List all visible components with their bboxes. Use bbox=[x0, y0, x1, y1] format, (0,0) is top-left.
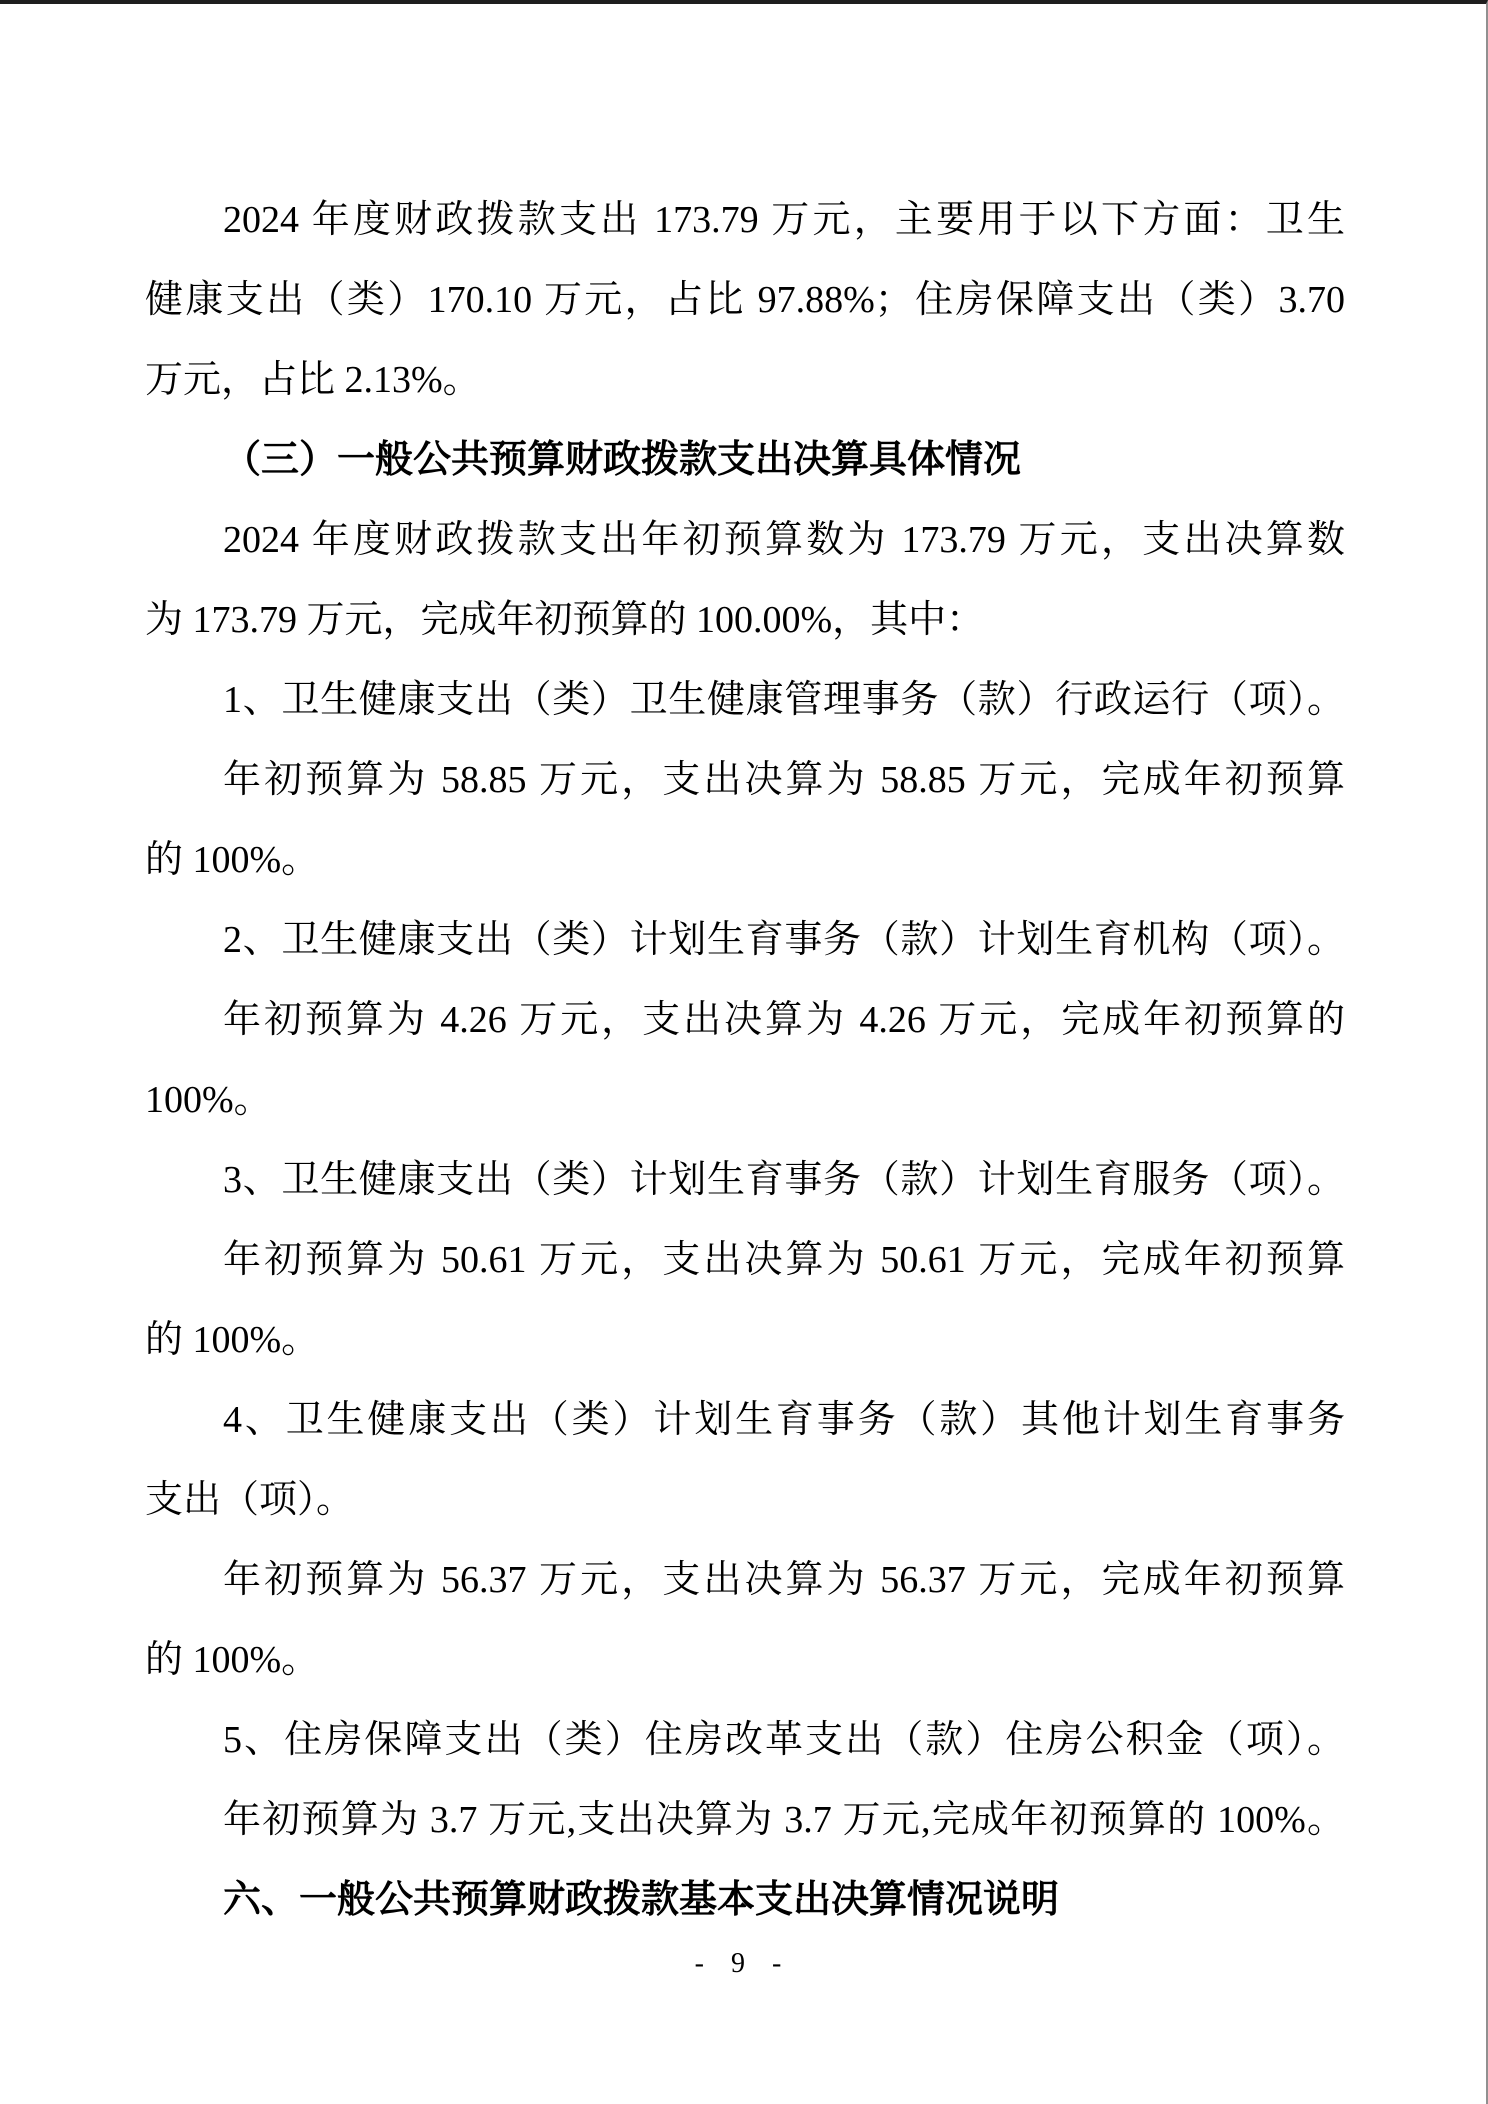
text-line: 的 100%。 bbox=[145, 839, 320, 881]
text-line: 1、卫生健康支出（类）卫生健康管理事务（款）行政运行（项）。 bbox=[223, 679, 1345, 721]
text-line: 年初预算为 58.85 万元，支出决算为 58.85 万元，完成年初预算 bbox=[223, 759, 1345, 801]
subsection-heading: （三）一般公共预算财政拨款支出决算具体情况 bbox=[223, 439, 1022, 481]
text-line: 3、卫生健康支出（类）计划生育事务（款）计划生育服务（项）。 bbox=[223, 1159, 1345, 1201]
text-line: 健康支出（类）170.10 万元，占比 97.88%；住房保障支出（类）3.70 bbox=[145, 279, 1345, 321]
page-number: - 9 - bbox=[694, 1948, 792, 1979]
text-line: 的 100%。 bbox=[145, 1639, 320, 1681]
text-line: 万元，占比 2.13%。 bbox=[145, 359, 481, 401]
text-line: 2024 年度财政拨款支出 173.79 万元，主要用于以下方面：卫生 bbox=[223, 199, 1345, 241]
text-line: 2024 年度财政拨款支出年初预算数为 173.79 万元，支出决算数 bbox=[223, 519, 1345, 561]
text-line: 100%。 bbox=[145, 1079, 272, 1121]
text-line: 5、住房保障支出（类）住房改革支出（款）住房公积金（项）。 bbox=[223, 1719, 1345, 1761]
page-body bbox=[145, 180, 1345, 1940]
text-line: 的 100%。 bbox=[145, 1319, 320, 1361]
text-line: 2、卫生健康支出（类）计划生育事务（款）计划生育机构（项）。 bbox=[223, 919, 1345, 961]
text-line: 4、卫生健康支出（类）计划生育事务（款）其他计划生育事务 bbox=[223, 1399, 1345, 1441]
section-heading: 六、一般公共预算财政拨款基本支出决算情况说明 bbox=[223, 1879, 1060, 1921]
text-line: 年初预算为 4.26 万元，支出决算为 4.26 万元，完成年初预算的 bbox=[223, 999, 1345, 1041]
text-line: 年初预算为 3.7 万元,支出决算为 3.7 万元,完成年初预算的 100%。 bbox=[223, 1799, 1345, 1841]
text-line: 为 173.79 万元，完成年初预算的 100.00%，其中： bbox=[145, 599, 985, 641]
text-line: 年初预算为 50.61 万元，支出决算为 50.61 万元，完成年初预算 bbox=[223, 1239, 1345, 1281]
text-line: 支出（项）。 bbox=[145, 1479, 355, 1521]
text-line: 年初预算为 56.37 万元，支出决算为 56.37 万元，完成年初预算 bbox=[223, 1559, 1345, 1601]
